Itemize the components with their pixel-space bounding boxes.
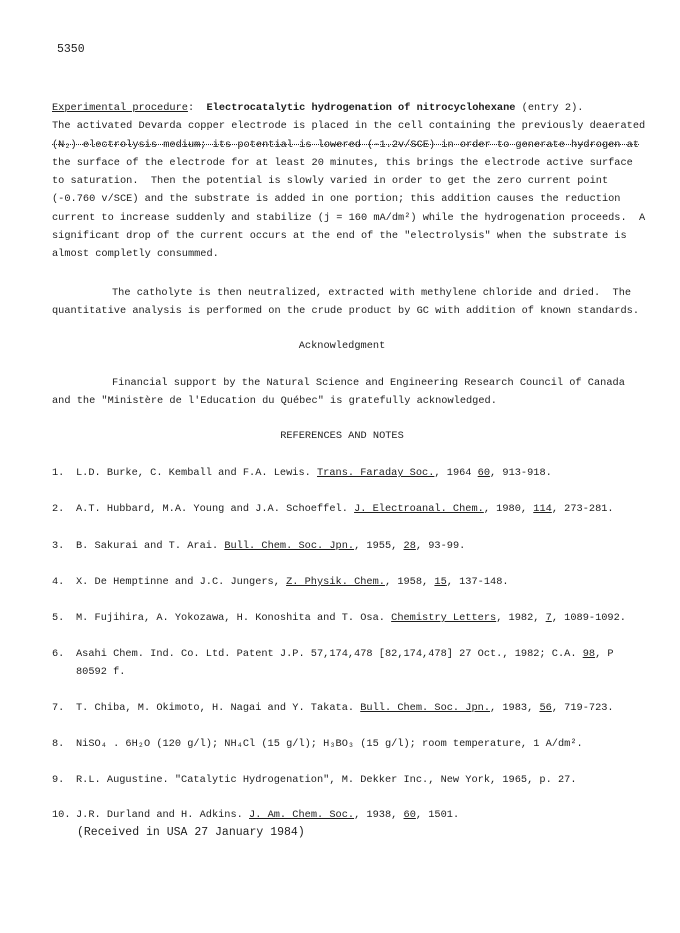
- reference-item: [52, 645, 632, 681]
- acknowledgment-line-1: Financial support by the Natural Science and Engineering Research Council of Canada: [112, 377, 625, 389]
- experimental-heading-title: Electrocatalytic hydrogenation of nitrocyclohexane: [206, 102, 516, 114]
- experimental-heading: Experimental procedure: Electrocatalytic hydrogenation of nitrocyclohexane (entry 2).: [52, 102, 584, 114]
- experimental-section: [52, 99, 646, 264]
- page-number: 5350: [57, 43, 85, 56]
- reference-pages: , 913-918.: [490, 467, 552, 479]
- reference-pages: , 1501.: [415, 809, 460, 821]
- reference-volume: 114: [533, 503, 552, 515]
- experimental-paragraph-2: [52, 284, 640, 321]
- reference-year: , 1958,: [384, 576, 435, 588]
- reference-authors: Asahi Chem. Ind. Co. Ltd. Patent J.P. 57,174,478 [82,174,478] 27 Oct., 1982; C.A.: [76, 648, 583, 660]
- reference-item: [52, 735, 632, 753]
- reference-authors: X. De Hemptinne and J.C. Jungers,: [76, 576, 287, 588]
- para1-line-1: The activated Devarda copper electrode is placed in the cell containing the previously deaerated: [52, 120, 646, 133]
- reference-pages: , P: [595, 648, 614, 660]
- reference-text: R.L. Augustine. "Catalytic Hydrogenation", M. Dekker Inc., New York, 1965, p. 27.: [76, 774, 577, 786]
- reference-item: [52, 609, 632, 627]
- reference-journal: Z. Physik. Chem.: [286, 576, 385, 588]
- reference-authors: M. Fujihira, A. Yokozawa, H. Konoshita and T. Osa.: [76, 612, 392, 624]
- reference-pages: , 93-99.: [415, 540, 466, 552]
- para1-line-4: to saturation. Then the potential is slowly varied in order to get the zero current point: [52, 175, 609, 188]
- reference-journal: J. Am. Chem. Soc.: [249, 809, 355, 821]
- reference-year: , 1983,: [490, 702, 540, 714]
- reference-item: [52, 464, 632, 482]
- experimental-heading-entry: (entry 2).: [521, 102, 584, 114]
- reference-number: 6.: [52, 648, 65, 660]
- reference-item: [52, 699, 632, 717]
- reference-year: , 1964: [434, 467, 478, 479]
- para1-line-6: current to increase suddenly and stabilize (j = 160 mA/dm²) while the hydrogenation proceeds. A: [52, 211, 646, 224]
- acknowledgment-paragraph: [52, 374, 632, 411]
- reference-number: 10.: [52, 809, 71, 821]
- reference-number: 7.: [52, 702, 65, 714]
- reference-volume: 98: [582, 648, 596, 660]
- reference-year: , 1980,: [483, 503, 534, 515]
- reference-item: [52, 806, 632, 824]
- reference-volume: 15: [434, 576, 447, 588]
- reference-item: [52, 500, 632, 518]
- reference-number: 5.: [52, 612, 65, 624]
- reference-volume: 60: [477, 467, 491, 479]
- para1-line-8: almost completly consummed.: [52, 248, 219, 261]
- reference-year: , 1982,: [496, 612, 546, 624]
- reference-pages: , 273-281.: [551, 503, 614, 515]
- reference-number: 8.: [52, 738, 65, 750]
- reference-year: , 1955,: [354, 540, 404, 552]
- reference-volume: 56: [539, 702, 552, 714]
- reference-authors: J.R. Durland and H. Adkins.: [76, 809, 250, 821]
- reference-number: 3.: [52, 540, 65, 552]
- reference-pages: , 719-723.: [551, 702, 614, 714]
- reference-number: 1.: [52, 467, 65, 479]
- reference-pages: , 1089-1092.: [551, 612, 626, 624]
- reference-journal: Chemistry Letters: [391, 612, 497, 624]
- reference-authors: L.D. Burke, C. Kemball and F.A. Lewis.: [76, 467, 317, 479]
- para2-line-2: quantitative analysis is performed on the crude product by GC with addition of known standards.: [52, 305, 640, 318]
- reference-text: NiSO₄ . 6H₂O (120 g/l); NH₄Cl (15 g/l); H₃BO₃ (15 g/l); room temperature, 1 A/dm².: [76, 738, 583, 750]
- reference-volume: 28: [403, 540, 416, 552]
- reference-item: [52, 537, 632, 555]
- para2-line-1: The catholyte is then neutralized, extracted with methylene chloride and dried. The: [112, 287, 632, 299]
- para1-line-5: (-0.760 v/SCE) and the substrate is added in one portion; this addition causes the reduction: [52, 193, 621, 206]
- reference-continuation: 80592 f.: [76, 666, 126, 678]
- para1-line-3: the surface of the electrode for at least 20 minutes, this brings the electrode active surface: [52, 156, 633, 169]
- reference-journal: Bull. Chem. Soc. Jpn.: [224, 540, 355, 552]
- reference-pages: , 137-148.: [446, 576, 509, 588]
- reference-item: [52, 573, 632, 591]
- received-date: (Received in USA 27 January 1984): [77, 826, 305, 839]
- reference-journal: Bull. Chem. Soc. Jpn.: [360, 702, 491, 714]
- reference-number: 9.: [52, 774, 65, 786]
- reference-item: [52, 771, 632, 789]
- para1-line-7: significant drop of the current occurs at the end of the "electrolysis" when the substrate is: [52, 230, 627, 243]
- reference-volume: 7: [545, 612, 552, 624]
- reference-journal: Trans. Faraday Soc.: [317, 467, 435, 479]
- references-heading: REFERENCES AND NOTES: [280, 430, 404, 442]
- reference-authors: B. Sakurai and T. Arai.: [76, 540, 225, 552]
- acknowledgment-line-2: and the "Ministère de l'Education du Québec" is gratefully acknowledged.: [52, 395, 497, 408]
- reference-volume: 60: [403, 809, 416, 821]
- reference-number: 2.: [52, 503, 65, 515]
- reference-journal: J. Electroanal. Chem.: [354, 503, 484, 515]
- experimental-heading-label: Experimental procedure: [52, 102, 188, 114]
- reference-authors: T. Chiba, M. Okimoto, H. Nagai and Y. Takata.: [76, 702, 361, 714]
- acknowledgment-heading: Acknowledgment: [298, 340, 386, 352]
- reference-number: 4.: [52, 576, 65, 588]
- reference-authors: A.T. Hubbard, M.A. Young and J.A. Schoeffel.: [76, 503, 355, 515]
- para1-line-2: (N₂) electrolysis medium; its potential is lowered (-1.2v/SCE) in order to generate hydrogen at: [52, 138, 640, 151]
- reference-year: , 1938,: [354, 809, 404, 821]
